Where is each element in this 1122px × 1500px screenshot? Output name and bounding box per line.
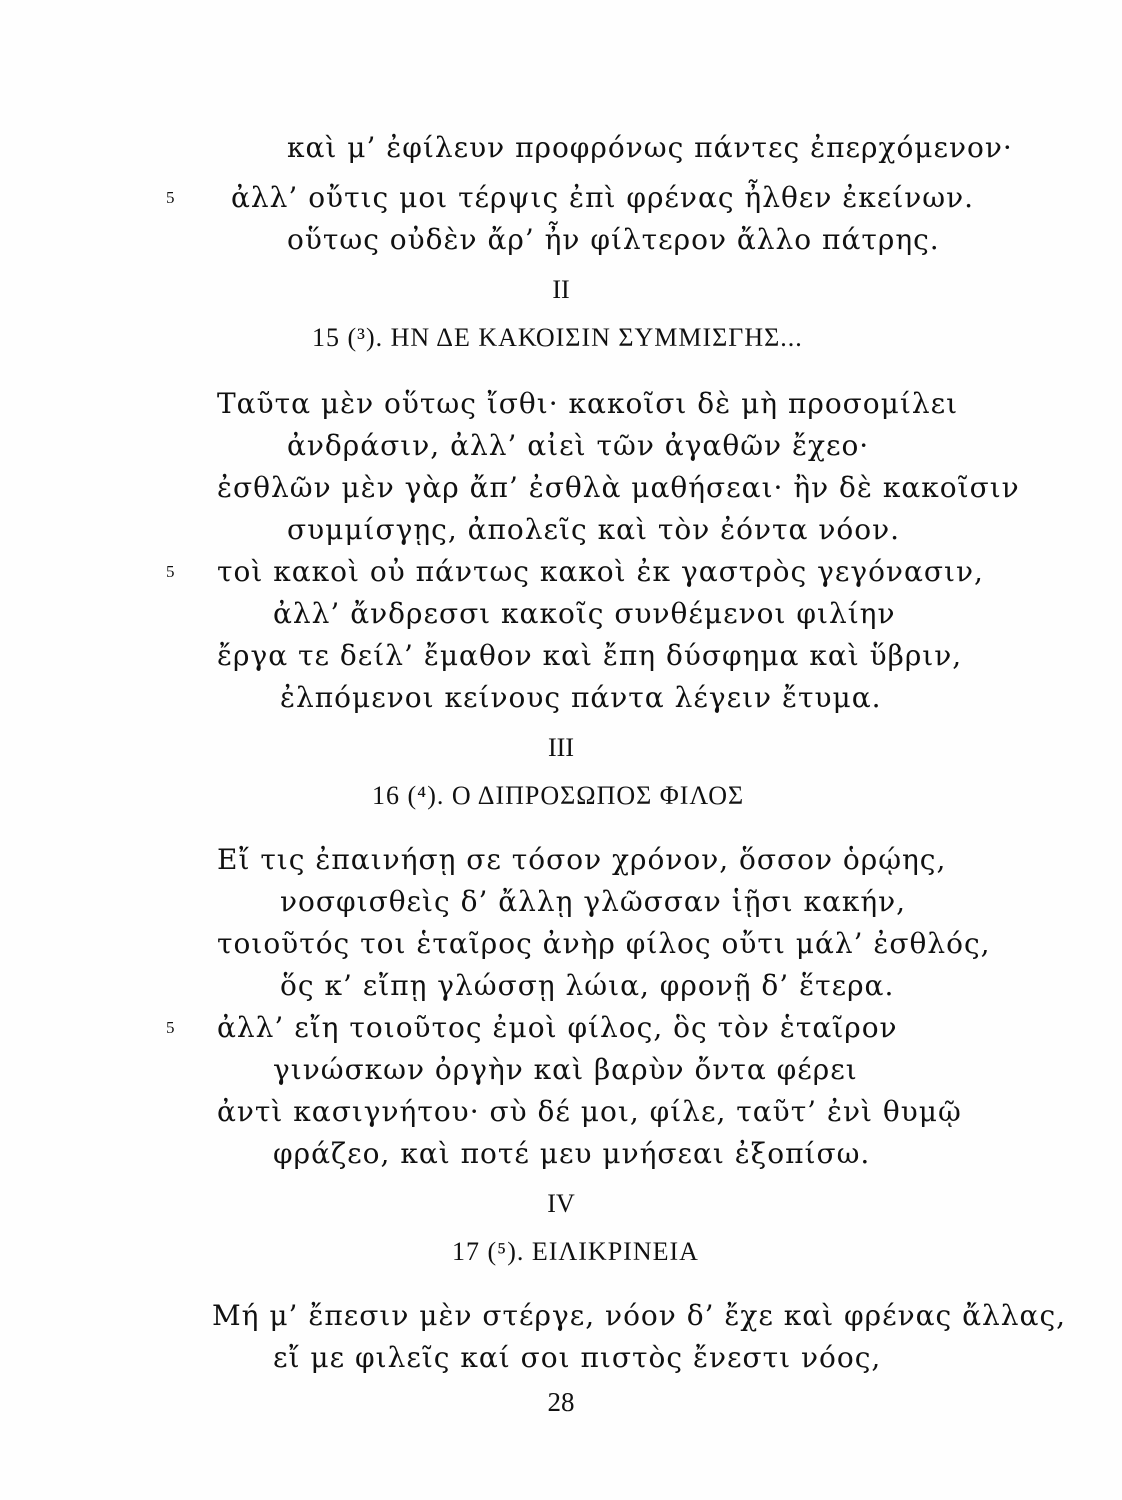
section-numeral: III (548, 733, 574, 762)
section-numeral: II (552, 275, 570, 304)
verse-line: ἀντὶ κασιγνήτου· σὺ δέ μοι, φίλε, ταῦτ’ ἐνὶ θυμῷ (217, 1095, 962, 1128)
verse-line: ἔργα τε δείλ’ ἔμαθον καὶ ἔπη δύσφημα καὶ ὕβριν, (217, 639, 963, 672)
verse-line: ἀλλ’ εἴη τοιοῦτος ἐμοὶ φίλος, ὃς τὸν ἑταῖρον (217, 1011, 898, 1044)
verse-line: ἀλλ’ οὔτις μοι τέρψις ἐπὶ φρένας ἦλθεν ἐκείνων. (231, 181, 975, 214)
verse-line: ὅς κ’ εἴπῃ γλώσσῃ λώια, φρονῇ δ’ ἕτερα. (280, 969, 895, 1002)
verse-line: ἐλπόμενοι κείνους πάντα λέγειν ἔτυμα. (280, 681, 882, 714)
verse-line: καὶ μ’ ἐφίλευν προφρόνως πάντες ἐπερχόμενον· (287, 131, 1013, 164)
line-number: 5 (166, 562, 175, 581)
section-numeral: IV (547, 1189, 575, 1218)
verse-line: τοὶ κακοὶ οὐ πάντως κακοὶ ἐκ γαστρὸς γεγόνασιν, (217, 555, 984, 588)
verse-line: Ταῦτα μὲν οὕτως ἴσθι· κακοῖσι δὲ μὴ προσομίλει (217, 387, 959, 420)
verse-line: συμμίσγῃς, ἀπολεῖς καὶ τὸν ἐόντα νόον. (287, 513, 901, 546)
verse-line: νοσφισθεὶς δ’ ἄλλῃ γλῶσσαν ἱῇσι κακήν, (280, 885, 907, 918)
line-number: 5 (166, 1018, 175, 1037)
poem-title: 15 (³). ΗΝ ΔΕ ΚΑΚΟΙΣΙΝ ΣΥΜΜΙΣΓΗΣ... (312, 323, 803, 352)
poem-title: 16 (⁴). Ο ΔΙΠΡΟΣΩΠΟΣ ΦΙΛΟΣ (372, 781, 745, 810)
verse-line: ἐσθλῶν μὲν γὰρ ἄπ’ ἐσθλὰ μαθήσεαι· ἢν δὲ κακοῖσιν (217, 471, 1020, 504)
page-number: 28 (547, 1387, 575, 1417)
verse-line: γινώσκων ὀργὴν καὶ βαρὺν ὄντα φέρει (273, 1053, 858, 1086)
verse-line: εἴ με φιλεῖς καί σοι πιστὸς ἔνεστι νόος, (273, 1341, 882, 1374)
verse-line: οὕτως οὐδὲν ἄρ’ ἦν φίλτερον ἄλλο πάτρης. (287, 223, 940, 256)
verse-line: φράζεο, καὶ ποτέ μευ μνήσεαι ἐξοπίσω. (273, 1137, 871, 1170)
verse-line: Μή μ’ ἔπεσιν μὲν στέργε, νόον δ’ ἔχε καὶ φρένας ἄλλας, (212, 1299, 1067, 1332)
verse-line: τοιοῦτός τοι ἑταῖρος ἀνὴρ φίλος οὔτι μάλ’ ἐσθλός, (217, 927, 991, 960)
verse-line: ἀλλ’ ἄνδρεσσι κακοῖς συνθέμενοι φιλίην (273, 597, 896, 630)
verse-line: ἀνδράσιν, ἀλλ’ αἰεὶ τῶν ἀγαθῶν ἔχεο· (287, 429, 870, 462)
verse-line: Εἴ τις ἐπαινήσῃ σε τόσον χρόνον, ὅσσον ὁρῴης, (217, 843, 947, 876)
line-number: 5 (166, 188, 175, 207)
poem-title: 17 (⁵). ΕΙΛΙΚΡΙΝΕΙΑ (452, 1237, 699, 1266)
